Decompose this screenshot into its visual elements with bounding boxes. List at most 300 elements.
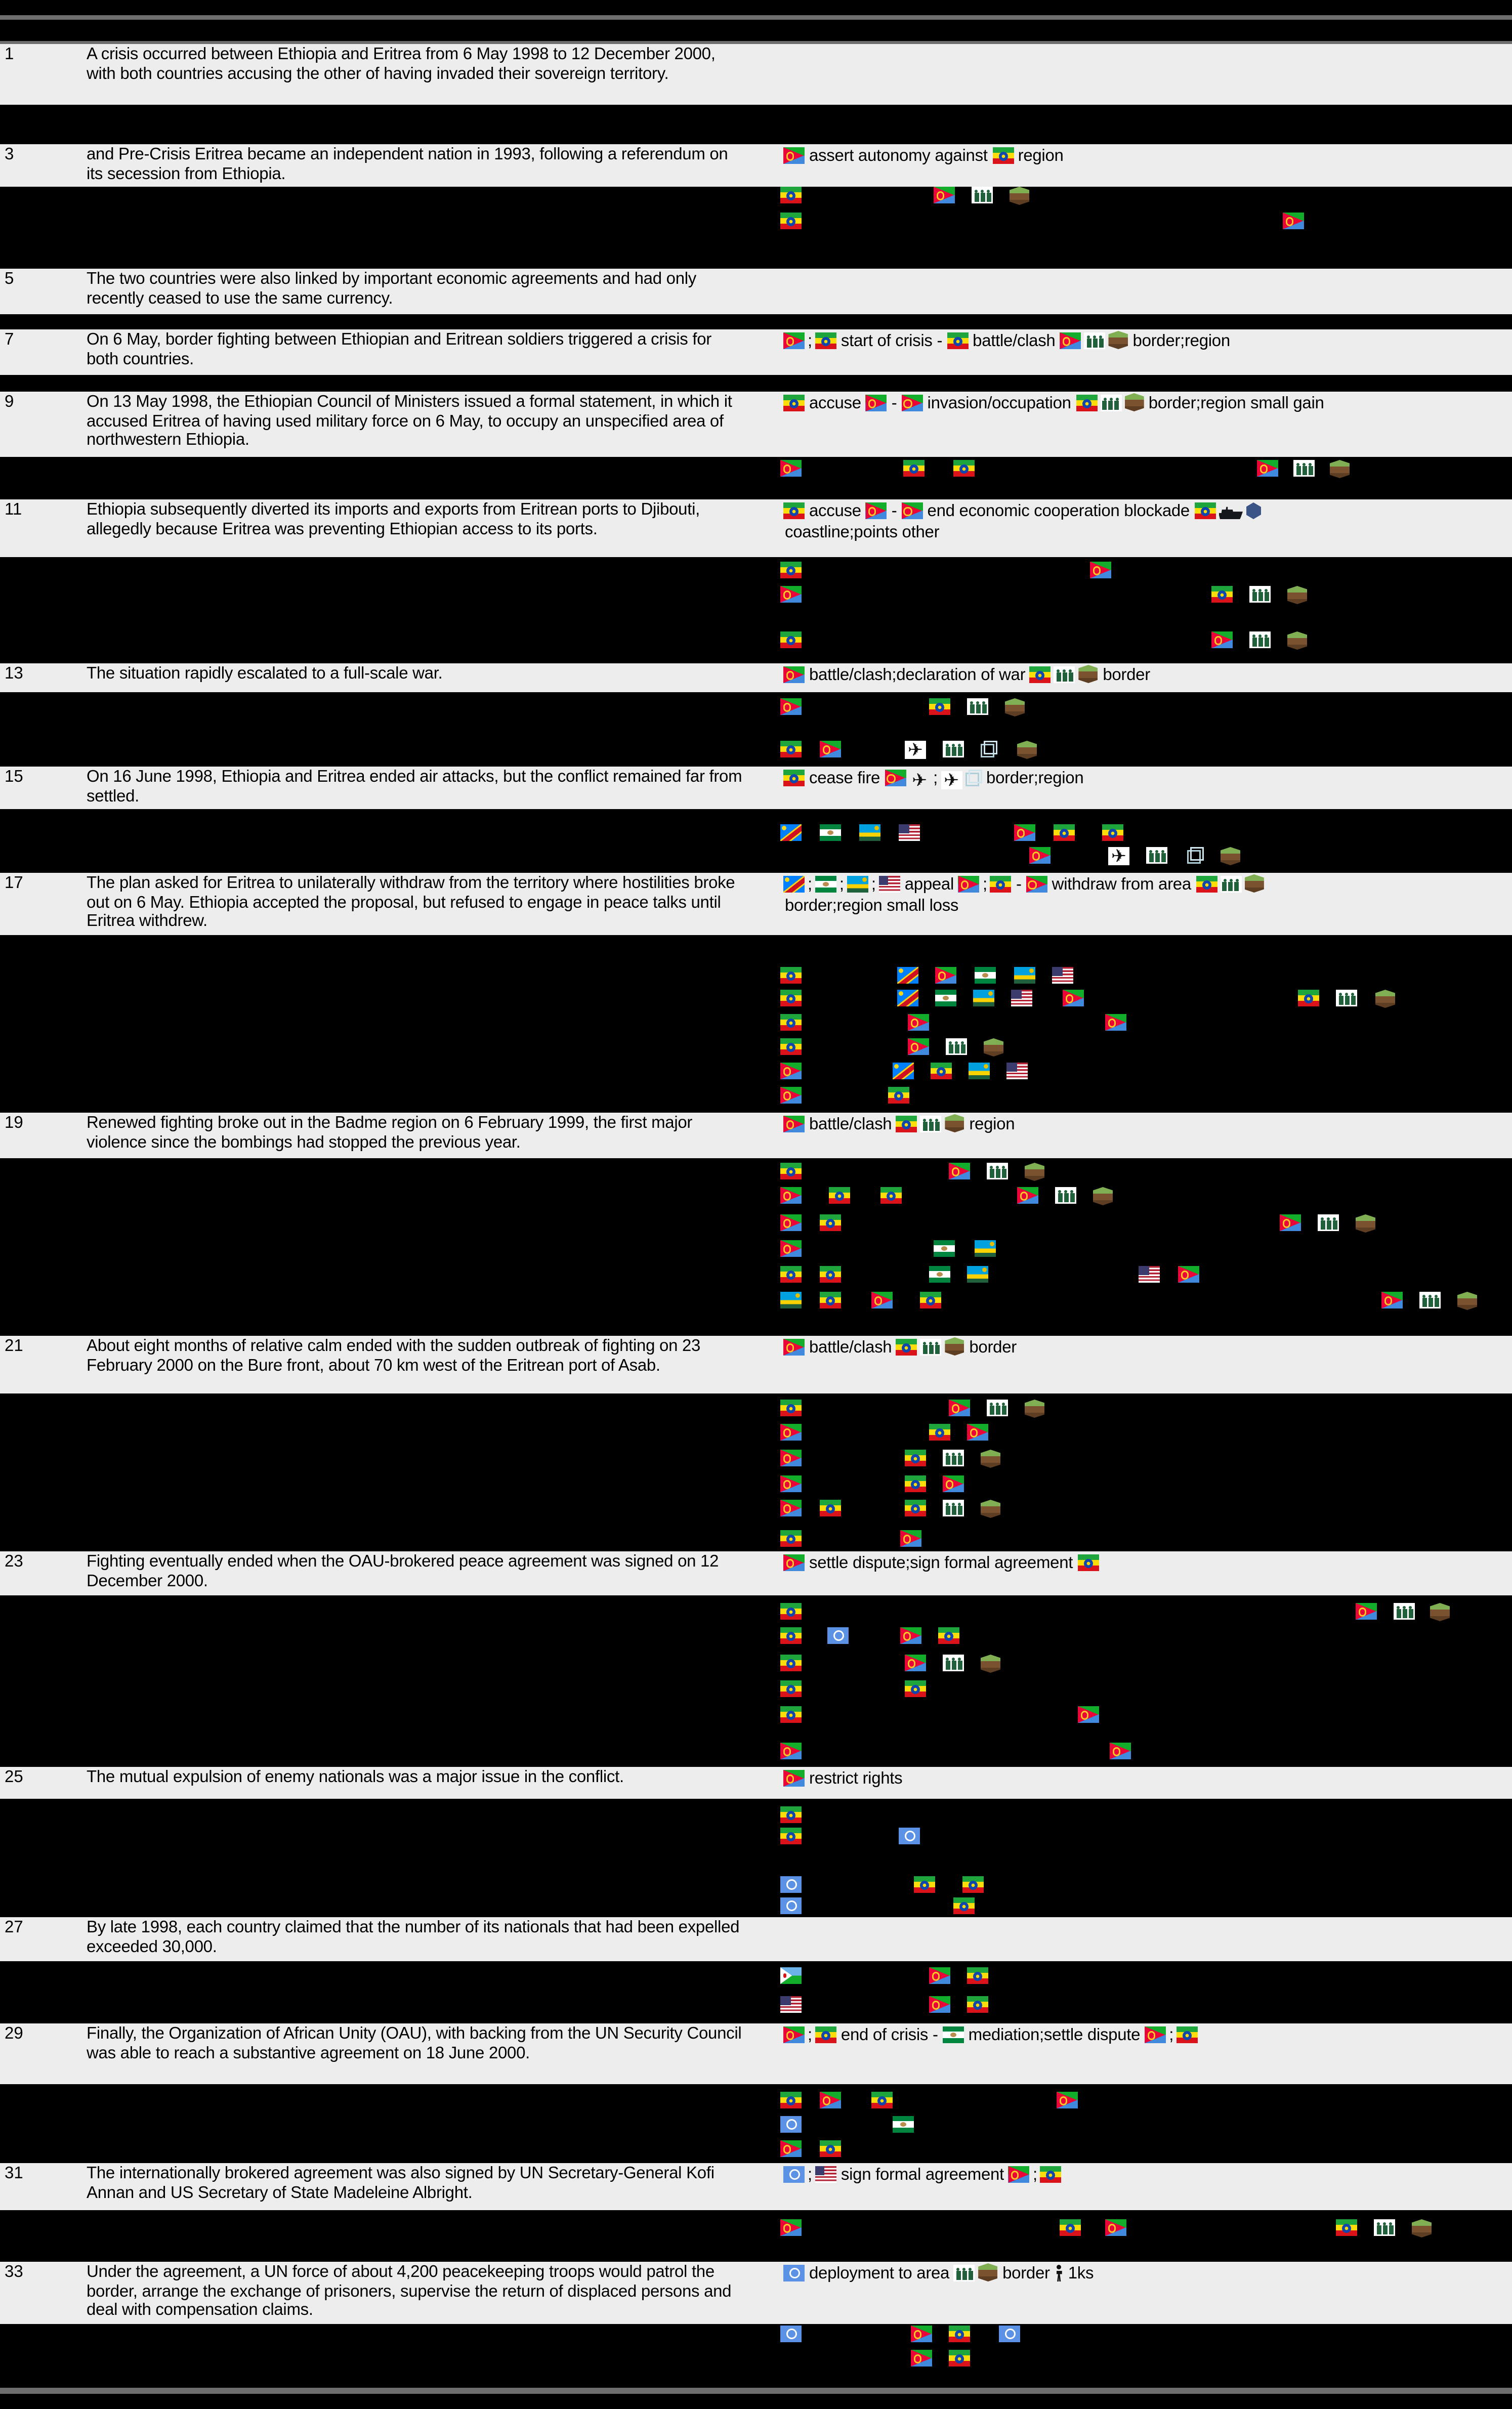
flag-eritrea-icon bbox=[911, 2350, 932, 2366]
flag-oau-icon bbox=[820, 824, 841, 841]
row-text: Ethiopia subsequently diverted its imports and exports from Eritrean ports to Djibouti, allegedly because Eritrea was preventing Ethiopian access to its ports. bbox=[87, 501, 700, 539]
flag-eritrea-icon bbox=[1105, 1014, 1126, 1031]
event-row-25 bbox=[0, 1767, 1512, 1799]
icon-row bbox=[0, 1680, 1512, 1699]
cube-wireframe-icon bbox=[981, 741, 997, 757]
flag-ethiopia-icon bbox=[967, 1967, 988, 1984]
flag-oau-icon bbox=[935, 990, 956, 1006]
row-number: 7 bbox=[5, 331, 14, 349]
flag-ethiopia-icon bbox=[780, 1828, 802, 1844]
flag-oau-icon bbox=[815, 876, 836, 893]
annotation-label: border bbox=[969, 1339, 1017, 1357]
flag-eritrea-icon bbox=[949, 1163, 970, 1179]
event-row-23 bbox=[0, 1551, 1512, 1595]
flag-eritrea-icon bbox=[885, 770, 906, 786]
terrain-block-icon bbox=[1330, 460, 1350, 478]
annotation-separator: ; bbox=[808, 2166, 812, 2184]
flag-ethiopia-icon bbox=[896, 1339, 917, 1356]
flag-ethiopia-icon bbox=[990, 876, 1012, 893]
flag-eritrea-icon bbox=[902, 395, 923, 411]
terrain-block-icon bbox=[978, 2263, 998, 2281]
flag-ethiopia-icon bbox=[780, 2092, 802, 2108]
flag-ethiopia-icon bbox=[780, 562, 802, 578]
flag-ethiopia-icon bbox=[880, 1187, 902, 1204]
troops-icon bbox=[1374, 2219, 1395, 2236]
event-row-31 bbox=[0, 2163, 1512, 2210]
flag-ethiopia-icon bbox=[1102, 824, 1123, 841]
flag-eritrea-icon bbox=[908, 1014, 929, 1031]
troops-icon bbox=[946, 1038, 967, 1055]
annotation-label: battle/clash bbox=[973, 332, 1056, 351]
annotation-label: cease fire bbox=[809, 770, 880, 788]
row-text: On 6 May, border fighting between Ethiopian and Eritrean soldiers triggered a crisis for both countries. bbox=[87, 331, 712, 369]
flag-ethiopia-icon bbox=[949, 2350, 970, 2366]
flag-ethiopia-icon bbox=[780, 967, 802, 984]
troops-icon bbox=[972, 187, 993, 203]
row-annotation bbox=[782, 1768, 1506, 1790]
flag-eritrea-icon bbox=[780, 2219, 802, 2236]
flag-eritrea-icon bbox=[1026, 876, 1047, 893]
flag-ethiopia-icon bbox=[1177, 2026, 1198, 2043]
row-text: On 13 May 1998, the Ethiopian Council of Ministers issued a formal statement, in which it accused Eritrea of having used military force on 6 May, to occupy an unspecified area of northwestern Ethiopia. bbox=[87, 393, 732, 450]
flag-eritrea-icon bbox=[866, 502, 887, 519]
icon-row bbox=[0, 1240, 1512, 1258]
flag-us-icon bbox=[1052, 967, 1073, 984]
flag-eritrea-icon bbox=[949, 1400, 970, 1416]
flag-us-icon bbox=[899, 824, 920, 841]
flag-un-icon bbox=[783, 2265, 805, 2281]
row-text: On 16 June 1998, Ethiopia and Eritrea ended air attacks, but the conflict remained far from settled. bbox=[87, 768, 742, 806]
row-number: 13 bbox=[5, 665, 23, 683]
annotation-label: restrict rights bbox=[809, 1770, 903, 1788]
flag-eritrea-icon bbox=[1257, 460, 1278, 477]
event-row-13 bbox=[0, 663, 1512, 692]
row-annotation bbox=[782, 2025, 1506, 2046]
icon-row bbox=[0, 847, 1512, 865]
flag-ethiopia-icon bbox=[780, 213, 802, 229]
icon-row bbox=[0, 1163, 1512, 1181]
row-annotation bbox=[782, 1114, 1506, 1135]
flag-ethiopia-icon bbox=[1076, 395, 1097, 411]
jet-tile-icon: ✈ bbox=[941, 771, 962, 789]
flag-ethiopia-icon bbox=[905, 1500, 926, 1516]
annotation-separator: ; bbox=[933, 770, 938, 788]
flag-ethiopia-icon bbox=[1054, 824, 1075, 841]
flag-ethiopia-icon bbox=[780, 1680, 802, 1697]
flag-ethiopia-icon bbox=[780, 631, 802, 648]
troops-icon bbox=[1055, 1187, 1076, 1204]
flag-un-icon bbox=[780, 1876, 802, 1893]
icon-row bbox=[0, 1087, 1512, 1105]
flag-ethiopia-icon bbox=[780, 741, 802, 757]
annotation-label: battle/clash bbox=[809, 1339, 892, 1357]
flag-eritrea-icon bbox=[783, 1770, 805, 1787]
flag-oau-icon bbox=[943, 2026, 964, 2043]
flag-eritrea-icon bbox=[967, 1424, 988, 1441]
flag-rwanda-icon bbox=[967, 1266, 988, 1283]
row-text: The plan asked for Eritrea to unilaterally withdraw from the territory where hostilities broke out on 6 May. Ethiopia accepted the proposal, but refused to engage in peace talks until Eritrea withdrew. bbox=[87, 874, 735, 932]
cube-wireframe-icon bbox=[1187, 847, 1204, 864]
annotation-separator: ; bbox=[839, 876, 844, 894]
icon-row bbox=[0, 1266, 1512, 1284]
troops-icon bbox=[1146, 847, 1167, 864]
flag-oau-icon bbox=[929, 1266, 950, 1283]
warship-icon bbox=[1219, 505, 1243, 519]
flag-ethiopia-icon bbox=[1077, 1554, 1099, 1571]
flag-oau-icon bbox=[893, 2116, 914, 2133]
flag-ethiopia-icon bbox=[829, 1187, 850, 1204]
flag-eritrea-icon bbox=[783, 1554, 805, 1571]
troops-icon bbox=[943, 1655, 964, 1671]
row-text: Under the agreement, a UN force of about 4,200 peacekeeping troops would patrol the border, arrange the exchange of prisoners, supervise the return of displaced persons and deal with compensation claims. bbox=[87, 2263, 732, 2320]
flag-eritrea-icon bbox=[1029, 847, 1051, 864]
troops-icon bbox=[943, 1450, 964, 1466]
terrain-block-icon bbox=[1412, 2219, 1432, 2237]
row-text: A crisis occurred between Ethiopia and Eritrea from 6 May 1998 to 12 December 2000, with both countries accusing the other of having invaded their sovereign territory. bbox=[87, 46, 716, 83]
flag-ethiopia-icon bbox=[1194, 502, 1215, 519]
icon-row bbox=[0, 1424, 1512, 1442]
jet-tile-icon: ✈ bbox=[905, 741, 926, 759]
icon-row bbox=[0, 1292, 1512, 1310]
icon-row bbox=[0, 1876, 1512, 1894]
icon-row bbox=[0, 1475, 1512, 1494]
troops-icon bbox=[920, 1339, 942, 1356]
icon-row bbox=[0, 631, 1512, 650]
row-number: 11 bbox=[5, 501, 22, 519]
flag-eritrea-icon bbox=[1014, 824, 1035, 841]
icon-row bbox=[0, 1063, 1512, 1081]
icon-row bbox=[0, 1187, 1512, 1205]
person-icon bbox=[1055, 2265, 1064, 2281]
jet-tile-icon: ✈ bbox=[1108, 847, 1129, 865]
jet-icon: ✈ bbox=[912, 770, 928, 791]
icon-row bbox=[0, 1214, 1512, 1233]
row-annotation bbox=[782, 665, 1506, 686]
troops-icon bbox=[987, 1163, 1008, 1179]
annotation-separator: ; bbox=[1032, 2166, 1037, 2184]
flag-eritrea-icon bbox=[1211, 631, 1233, 648]
icon-row bbox=[0, 1743, 1512, 1761]
flag-ethiopia-icon bbox=[871, 2092, 893, 2108]
flag-ethiopia-icon bbox=[1060, 2219, 1081, 2236]
icon-row bbox=[0, 2140, 1512, 2159]
row-annotation bbox=[782, 2263, 1506, 2285]
row-text: Finally, the Organization of African Unity (OAU), with backing from the UN Security Council was able to reach a substantive agreement on 18 June 2000. bbox=[87, 2025, 742, 2063]
cube-wireframe-icon bbox=[965, 770, 982, 786]
flag-ethiopia-icon bbox=[1336, 2219, 1357, 2236]
flag-ethiopia-icon bbox=[783, 395, 805, 411]
terrain-block-icon bbox=[1457, 1292, 1477, 1310]
flag-drcongo-icon bbox=[783, 876, 805, 893]
flag-eritrea-icon bbox=[783, 666, 805, 683]
flag-ethiopia-icon bbox=[1298, 990, 1319, 1006]
flag-drcongo-icon bbox=[893, 1063, 914, 1079]
row-number: 31 bbox=[5, 2165, 23, 2183]
terrain-block-icon bbox=[945, 1337, 964, 1356]
annotation-label: end of crisis - bbox=[841, 2026, 938, 2045]
row-number: 3 bbox=[5, 146, 14, 164]
flag-ethiopia-icon bbox=[905, 1475, 926, 1492]
terrain-block-icon bbox=[1025, 1400, 1044, 1418]
icon-row bbox=[0, 1897, 1512, 1916]
flag-ethiopia-icon bbox=[929, 698, 950, 715]
flag-ethiopia-icon bbox=[780, 990, 802, 1006]
icon-row bbox=[0, 460, 1512, 478]
annotation-label: border bbox=[1002, 2265, 1050, 2283]
flag-us-icon bbox=[1011, 990, 1032, 1006]
event-row-3 bbox=[0, 144, 1512, 187]
flag-rwanda-icon bbox=[859, 824, 880, 841]
flag-eritrea-icon bbox=[908, 1038, 929, 1055]
flag-eritrea-icon bbox=[900, 1627, 921, 1644]
icon-row bbox=[0, 1603, 1512, 1621]
icon-row bbox=[0, 187, 1512, 205]
flag-ethiopia-icon bbox=[780, 187, 802, 203]
troops-icon bbox=[1054, 666, 1075, 683]
icon-row bbox=[0, 1530, 1512, 1548]
troops-icon bbox=[1293, 460, 1315, 477]
event-row-5 bbox=[0, 269, 1512, 314]
flag-ethiopia-icon bbox=[815, 2026, 836, 2043]
troops-icon bbox=[1084, 332, 1106, 349]
annotation-label: - bbox=[1016, 876, 1022, 894]
terrain-block-icon bbox=[1093, 1187, 1113, 1205]
terrain-block-icon bbox=[984, 1038, 1003, 1056]
flag-rwanda-icon bbox=[847, 876, 868, 893]
troops-icon bbox=[967, 698, 988, 715]
flag-ethiopia-icon bbox=[820, 2140, 841, 2157]
annotation-label: end economic cooperation blockade bbox=[927, 502, 1190, 521]
row-number: 33 bbox=[5, 2263, 23, 2281]
flag-eritrea-icon bbox=[820, 741, 841, 757]
annotation-label: accuse bbox=[809, 395, 861, 413]
flag-eritrea-icon bbox=[935, 967, 956, 984]
icon-row bbox=[0, 1806, 1512, 1825]
terrain-block-icon bbox=[1010, 187, 1029, 205]
row-number: 9 bbox=[5, 393, 14, 411]
annotation-label: region bbox=[1018, 147, 1064, 165]
flag-ethiopia-icon bbox=[949, 2326, 970, 2342]
annotation-label: 1ks bbox=[1068, 2265, 1094, 2283]
flag-eritrea-icon bbox=[905, 1655, 926, 1671]
flag-ethiopia-icon bbox=[931, 1063, 952, 1079]
event-row-17 bbox=[0, 873, 1512, 935]
event-row-7 bbox=[0, 329, 1512, 375]
row-number: 15 bbox=[5, 768, 23, 786]
row-annotation bbox=[782, 146, 1506, 167]
flag-un-icon bbox=[999, 2326, 1020, 2342]
annotation-separator: ; bbox=[808, 2026, 812, 2045]
flag-oau-icon bbox=[975, 967, 996, 984]
flag-un-icon bbox=[780, 2326, 802, 2342]
flag-eritrea-icon bbox=[780, 2140, 802, 2157]
row-number: 25 bbox=[5, 1768, 23, 1787]
flag-oau-icon bbox=[934, 1240, 955, 1257]
flag-ethiopia-icon bbox=[780, 1706, 802, 1723]
flag-us-icon bbox=[1139, 1266, 1160, 1283]
annotation-separator: ; bbox=[1169, 2026, 1174, 2045]
flag-ethiopia-icon bbox=[780, 1655, 802, 1671]
flag-eritrea-icon bbox=[780, 460, 802, 477]
flag-eritrea-icon bbox=[780, 1743, 802, 1759]
flag-drcongo-icon bbox=[897, 967, 918, 984]
row-text: The internationally brokered agreement was also signed by UN Secretary-General Kofi Annan and US Secretary of State Madeleine Albright. bbox=[87, 2165, 715, 2203]
flag-ethiopia-icon bbox=[820, 1500, 841, 1516]
flag-ethiopia-icon bbox=[947, 332, 968, 349]
flag-ethiopia-icon bbox=[929, 1424, 950, 1441]
flag-ethiopia-icon bbox=[820, 1266, 841, 1283]
event-row-29 bbox=[0, 2023, 1512, 2084]
flag-ethiopia-icon bbox=[1040, 2166, 1062, 2183]
event-row-19 bbox=[0, 1113, 1512, 1158]
annotation-label: deployment to area bbox=[809, 2265, 950, 2283]
flag-ethiopia-icon bbox=[780, 1038, 802, 1055]
row-text: By late 1998, each country claimed that the number of its nationals that had been expelled exceeded 30,000. bbox=[87, 1919, 740, 1957]
row-annotation bbox=[782, 1553, 1506, 1574]
annotation-label: border bbox=[1103, 666, 1150, 685]
icon-row bbox=[0, 741, 1512, 759]
divider-rule bbox=[0, 15, 1512, 20]
flag-eritrea-icon bbox=[943, 1475, 964, 1492]
row-annotation bbox=[782, 2165, 1506, 2186]
annotation-label: accuse bbox=[809, 502, 861, 521]
flag-un-icon bbox=[827, 1627, 849, 1644]
icon-row bbox=[0, 2116, 1512, 2134]
icon-row bbox=[0, 1967, 1512, 1985]
troops-icon bbox=[1220, 876, 1241, 893]
flag-eritrea-icon bbox=[780, 1475, 802, 1492]
annotation-label: sign formal agreement bbox=[841, 2166, 1004, 2184]
row-annotation bbox=[782, 1337, 1506, 1359]
flag-ethiopia-icon bbox=[815, 332, 836, 349]
annotation-label: battle/clash;declaration of war bbox=[809, 666, 1026, 685]
flag-eritrea-icon bbox=[780, 698, 802, 715]
flag-ethiopia-icon bbox=[780, 1603, 802, 1620]
flag-eritrea-icon bbox=[783, 147, 805, 164]
row-annotation bbox=[782, 874, 1506, 917]
flag-eritrea-icon bbox=[1283, 213, 1304, 229]
annotation-label: border;region small gain bbox=[1148, 395, 1324, 413]
terrain-block-icon bbox=[1287, 586, 1307, 604]
troops-icon bbox=[1249, 631, 1271, 648]
flag-ethiopia-icon bbox=[780, 1014, 802, 1031]
annotation-label: - bbox=[891, 395, 897, 413]
icon-row bbox=[0, 562, 1512, 580]
flag-eritrea-icon bbox=[783, 1339, 805, 1356]
annotation-label: withdraw from area bbox=[1052, 876, 1191, 894]
flag-eritrea-icon bbox=[929, 1967, 950, 1984]
flag-us-icon bbox=[879, 876, 900, 893]
troops-icon bbox=[1249, 586, 1271, 603]
terrain-block-icon bbox=[1078, 665, 1098, 683]
terrain-block-icon bbox=[1124, 393, 1144, 411]
icon-row bbox=[0, 1706, 1512, 1724]
flag-ethiopia-icon bbox=[953, 1897, 975, 1914]
flag-eritrea-icon bbox=[1105, 2219, 1126, 2236]
terrain-block-icon bbox=[1109, 331, 1128, 349]
flag-eritrea-icon bbox=[1145, 2026, 1166, 2043]
flag-ethiopia-icon bbox=[780, 1627, 802, 1644]
flag-ethiopia-icon bbox=[888, 1087, 909, 1104]
flag-eritrea-icon bbox=[1110, 1743, 1131, 1759]
event-row-11 bbox=[0, 499, 1512, 557]
flag-ethiopia-icon bbox=[905, 1680, 926, 1697]
row-number: 5 bbox=[5, 270, 14, 288]
flag-rwanda-icon bbox=[780, 1292, 802, 1308]
flag-ethiopia-icon bbox=[1030, 666, 1051, 683]
flag-eritrea-icon bbox=[780, 1187, 802, 1204]
row-number: 27 bbox=[5, 1919, 23, 1937]
icon-row bbox=[0, 967, 1512, 985]
icon-row bbox=[0, 698, 1512, 716]
flag-us-icon bbox=[815, 2166, 836, 2183]
flag-ethiopia-icon bbox=[780, 1400, 802, 1416]
troops-icon bbox=[1336, 990, 1357, 1006]
icon-row bbox=[0, 2350, 1512, 2368]
flag-un-icon bbox=[899, 1828, 920, 1844]
flag-ethiopia-icon bbox=[820, 1292, 841, 1308]
annotation-separator: ; bbox=[808, 876, 812, 894]
flag-eritrea-icon bbox=[1057, 2092, 1078, 2108]
flag-us-icon bbox=[1006, 1063, 1028, 1079]
flag-ethiopia-icon bbox=[780, 1530, 802, 1547]
event-row-27 bbox=[0, 1917, 1512, 1961]
flag-drcongo-icon bbox=[780, 824, 802, 841]
terrain-block-icon bbox=[1375, 990, 1395, 1008]
flag-eritrea-icon bbox=[780, 1063, 802, 1079]
terrain-block-icon bbox=[945, 1114, 964, 1132]
annotation-label: border;region bbox=[1132, 332, 1230, 351]
troops-icon bbox=[987, 1400, 1008, 1416]
flag-eritrea-icon bbox=[1381, 1292, 1403, 1308]
row-number: 29 bbox=[5, 2025, 23, 2043]
terrain-block-icon bbox=[1356, 1214, 1375, 1233]
flag-eritrea-icon bbox=[911, 2326, 932, 2342]
flag-eritrea-icon bbox=[780, 1424, 802, 1441]
flag-eritrea-icon bbox=[780, 1214, 802, 1231]
event-row-21 bbox=[0, 1336, 1512, 1393]
icon-row bbox=[0, 824, 1512, 842]
event-row-9 bbox=[0, 392, 1512, 457]
flag-eritrea-icon bbox=[934, 187, 955, 203]
flag-ethiopia-icon bbox=[780, 1163, 802, 1179]
flag-ethiopia-icon bbox=[914, 1876, 935, 1893]
flag-ethiopia-icon bbox=[953, 460, 975, 477]
flag-eritrea-icon bbox=[1078, 1706, 1099, 1723]
icon-row bbox=[0, 2326, 1512, 2344]
row-annotation bbox=[782, 501, 1506, 543]
flag-ethiopia-icon bbox=[1211, 586, 1233, 603]
flag-un-icon bbox=[783, 2166, 805, 2183]
icon-row bbox=[0, 2219, 1512, 2237]
terrain-block-icon bbox=[981, 1655, 1000, 1673]
annotation-label: mediation;settle dispute bbox=[968, 2026, 1141, 2045]
row-annotation bbox=[782, 393, 1506, 414]
flag-ethiopia-icon bbox=[896, 1116, 917, 1132]
terrain-block-icon bbox=[981, 1450, 1000, 1468]
flag-eritrea-icon bbox=[783, 1116, 805, 1132]
troops-icon bbox=[920, 1116, 942, 1132]
row-text: Renewed fighting broke out in the Badme region on 6 February 1999, the first major violence since the bombings had stopped the previous year. bbox=[87, 1114, 693, 1152]
terrain-block-icon bbox=[1244, 874, 1264, 893]
icon-row bbox=[0, 213, 1512, 231]
flag-ethiopia-icon bbox=[967, 1996, 988, 2013]
row-annotation bbox=[782, 768, 1506, 789]
annotation-separator: ; bbox=[871, 876, 876, 894]
event-row-33 bbox=[0, 2262, 1512, 2324]
row-annotation bbox=[782, 331, 1506, 352]
flag-drcongo-icon bbox=[897, 990, 918, 1006]
